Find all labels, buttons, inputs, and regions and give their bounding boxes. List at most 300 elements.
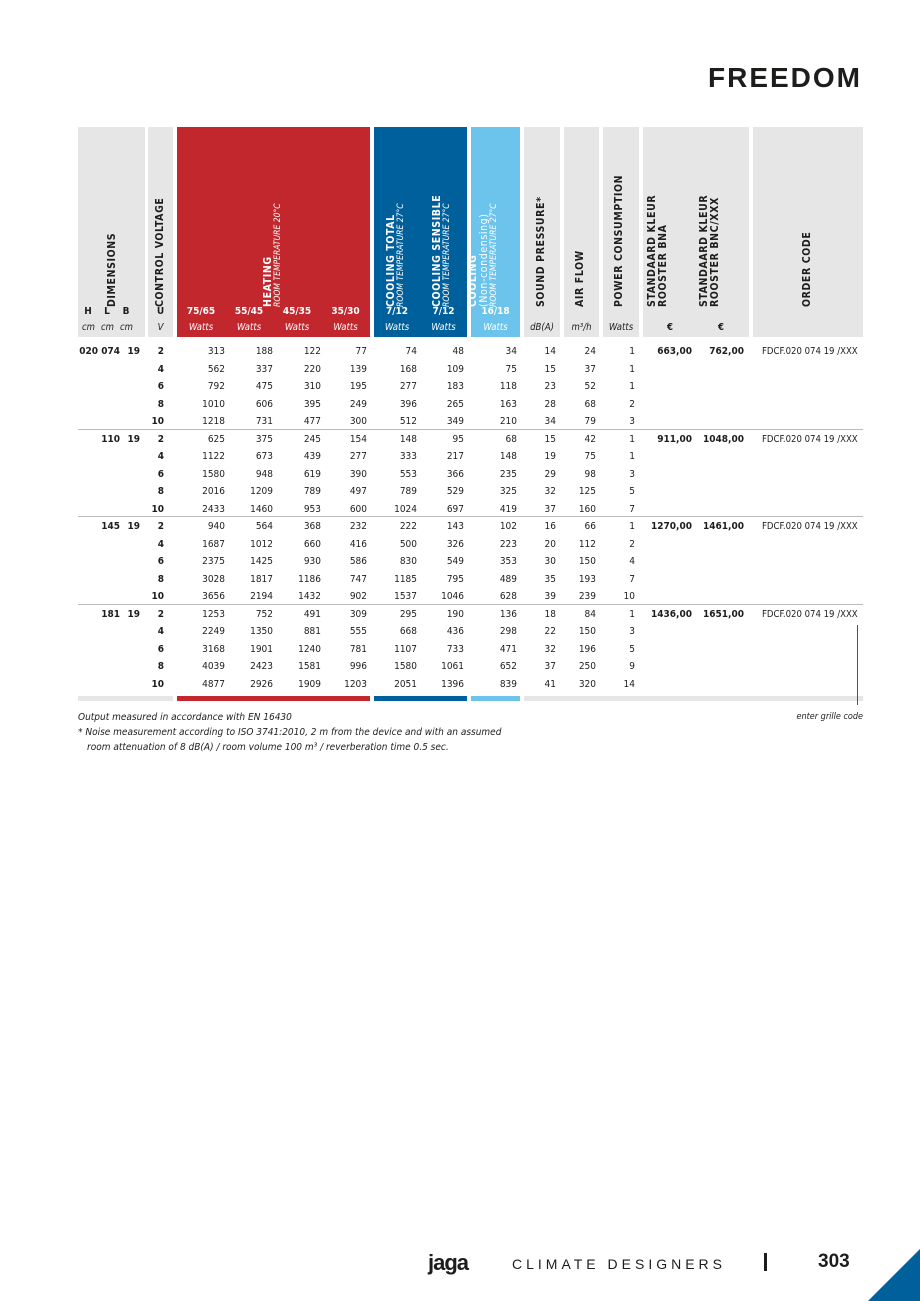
voltage-cell: 10 xyxy=(151,678,164,690)
value-cell: 75 xyxy=(505,363,517,375)
value-cell: 1901 xyxy=(250,643,273,655)
value-cell: 148 xyxy=(399,433,417,445)
value-cell: 190 xyxy=(446,608,464,620)
sound-header xyxy=(524,127,560,337)
value-cell: 23 xyxy=(544,381,556,392)
bottom-band xyxy=(374,696,467,701)
order-code: FDCF.020 074 19 /XXX xyxy=(762,346,858,357)
value-cell: 2194 xyxy=(250,591,273,602)
value-cell: 652 xyxy=(499,661,517,672)
bottom-band xyxy=(524,696,863,701)
page-number: 303 xyxy=(818,1251,850,1272)
unit-0: cm xyxy=(81,322,96,333)
value-cell: 75 xyxy=(584,451,596,462)
note-attenuation: room attenuation of 8 dB(A) / room volume 100 m³ / reverberation time 0.5 sec. xyxy=(87,742,449,753)
value-cell: 210 xyxy=(499,416,517,427)
value-cell: 625 xyxy=(207,433,225,445)
unit-9: Watts xyxy=(431,322,456,333)
group-separator xyxy=(78,516,863,517)
value-cell: 1350 xyxy=(250,626,273,637)
value-cell: 789 xyxy=(399,486,417,497)
value-cell: 196 xyxy=(578,643,596,655)
dim-l: 110 xyxy=(101,433,120,445)
voltage-cell: 4 xyxy=(157,626,164,637)
value-cell: 125 xyxy=(578,486,596,497)
voltage-cell: 4 xyxy=(157,538,164,550)
value-cell: 1 xyxy=(629,363,635,375)
price-bnc: 1461,00 xyxy=(703,521,744,532)
value-cell: 1425 xyxy=(250,556,273,567)
value-cell: 333 xyxy=(399,451,417,462)
value-cell: 881 xyxy=(303,626,321,637)
value-cell: 3168 xyxy=(202,643,225,655)
value-cell: 15 xyxy=(544,433,556,445)
value-cell: 4877 xyxy=(202,678,225,690)
price-bna: 911,00 xyxy=(657,433,692,445)
value-cell: 2433 xyxy=(202,503,225,515)
order-code-label: ORDER CODE xyxy=(800,231,813,307)
value-cell: 4 xyxy=(629,556,635,567)
price-bnc: 1048,00 xyxy=(703,433,744,445)
value-cell: 3656 xyxy=(202,591,225,602)
unit-14: € xyxy=(667,322,673,333)
value-cell: 34 xyxy=(505,346,517,357)
value-cell: 606 xyxy=(255,398,273,410)
cooling-sensible-sub: ROOM TEMPERATURE 27°C xyxy=(442,203,453,307)
voltage-cell: 4 xyxy=(157,363,164,375)
value-cell: 792 xyxy=(207,381,225,392)
value-cell: 148 xyxy=(499,451,517,462)
value-cell: 30 xyxy=(544,556,556,567)
dim-b: 19 xyxy=(127,521,140,532)
price-bna: 663,00 xyxy=(657,346,692,357)
value-cell: 298 xyxy=(499,626,517,637)
subheader-0: H xyxy=(84,306,92,317)
value-cell: 1 xyxy=(629,346,635,357)
value-cell: 150 xyxy=(578,556,596,567)
cooling-nc-sub: ROOM TEMPERATURE 27°C xyxy=(489,203,500,307)
subheader-10: 16/18 xyxy=(481,306,510,317)
unit-15: € xyxy=(718,322,724,333)
sound-label: SOUND PRESSURE* xyxy=(534,196,547,307)
value-cell: 1218 xyxy=(202,416,225,427)
value-cell: 41 xyxy=(544,678,556,690)
value-cell: 222 xyxy=(399,521,417,532)
value-cell: 32 xyxy=(544,486,556,497)
value-cell: 326 xyxy=(446,538,464,550)
voltage-cell: 10 xyxy=(151,503,164,515)
value-cell: 628 xyxy=(499,591,517,602)
grille-code-note: enter grille code xyxy=(796,712,863,722)
value-cell: 3028 xyxy=(202,573,225,585)
value-cell: 3 xyxy=(629,626,635,637)
voltage-cell: 8 xyxy=(157,661,164,672)
value-cell: 1046 xyxy=(441,591,464,602)
value-cell: 489 xyxy=(499,573,517,585)
airflow-header xyxy=(564,127,599,337)
unit-6: Watts xyxy=(284,322,310,333)
dim-l: 145 xyxy=(101,521,120,532)
unit-7: Watts xyxy=(333,322,358,333)
order-code: FDCF.020 074 19 /XXX xyxy=(762,608,858,620)
value-cell: 48 xyxy=(452,346,464,357)
value-cell: 34 xyxy=(544,416,556,427)
value-cell: 1024 xyxy=(394,503,417,515)
bna-label-1: STANDAARD KLEUR xyxy=(645,194,658,307)
value-cell: 109 xyxy=(446,363,464,375)
dim-h: 020 xyxy=(79,346,98,357)
value-cell: 4039 xyxy=(202,661,225,672)
unit-5: Watts xyxy=(236,322,262,333)
value-cell: 249 xyxy=(349,398,367,410)
value-cell: 471 xyxy=(499,643,517,655)
value-cell: 1537 xyxy=(394,591,417,602)
value-cell: 349 xyxy=(446,416,464,427)
value-cell: 1209 xyxy=(250,486,273,497)
group-separator xyxy=(78,429,863,430)
value-cell: 586 xyxy=(349,556,367,567)
cooling-total-label: COOLING TOTAL xyxy=(385,214,398,307)
value-cell: 1061 xyxy=(441,661,464,672)
control-voltage-label: CONTROL VOLTAGE xyxy=(153,197,166,307)
voltage-cell: 6 xyxy=(157,643,164,655)
value-cell: 102 xyxy=(499,521,517,532)
value-cell: 477 xyxy=(303,416,321,427)
value-cell: 1107 xyxy=(394,643,417,655)
value-cell: 223 xyxy=(499,538,517,550)
voltage-cell: 4 xyxy=(157,451,164,462)
value-cell: 1396 xyxy=(441,678,464,690)
value-cell: 295 xyxy=(399,608,417,620)
cooling-nc-mid: (Non-condensing) xyxy=(478,213,491,307)
voltage-cell: 2 xyxy=(157,521,164,532)
price-bnc: 762,00 xyxy=(709,346,744,357)
value-cell: 22 xyxy=(544,626,556,637)
value-cell: 112 xyxy=(578,538,596,550)
value-cell: 2 xyxy=(629,538,635,550)
value-cell: 5 xyxy=(629,643,635,655)
value-cell: 35 xyxy=(544,573,556,585)
value-cell: 1 xyxy=(629,451,635,462)
value-cell: 416 xyxy=(349,538,367,550)
value-cell: 500 xyxy=(399,538,417,550)
value-cell: 1580 xyxy=(202,468,225,480)
value-cell: 549 xyxy=(446,556,464,567)
subheader-6: 45/35 xyxy=(282,306,312,317)
value-cell: 839 xyxy=(499,678,517,690)
cooling-nc-label: COOLING xyxy=(467,254,480,307)
value-cell: 168 xyxy=(399,363,417,375)
value-cell: 795 xyxy=(446,573,464,585)
voltage-cell: 6 xyxy=(157,381,164,392)
value-cell: 1817 xyxy=(250,573,273,585)
value-cell: 2926 xyxy=(250,678,273,690)
value-cell: 375 xyxy=(255,433,273,445)
subheader-3: U xyxy=(156,306,165,317)
power-header xyxy=(603,127,639,337)
value-cell: 7 xyxy=(629,503,635,515)
value-cell: 239 xyxy=(578,591,596,602)
value-cell: 2051 xyxy=(394,678,417,690)
dimensions-label: DIMENSIONS xyxy=(105,232,118,307)
value-cell: 562 xyxy=(207,363,225,375)
voltage-cell: 6 xyxy=(157,556,164,567)
price-bnc: 1651,00 xyxy=(703,608,744,620)
value-cell: 235 xyxy=(499,468,517,480)
value-cell: 553 xyxy=(399,468,417,480)
value-cell: 512 xyxy=(399,416,417,427)
unit-1: cm xyxy=(100,322,115,333)
value-cell: 668 xyxy=(399,626,417,637)
value-cell: 195 xyxy=(349,381,367,392)
value-cell: 953 xyxy=(303,503,321,515)
value-cell: 368 xyxy=(303,521,321,532)
value-cell: 154 xyxy=(349,433,367,445)
value-cell: 37 xyxy=(584,363,596,375)
unit-10: Watts xyxy=(483,322,508,333)
value-cell: 265 xyxy=(446,398,464,410)
value-cell: 277 xyxy=(349,451,367,462)
value-cell: 150 xyxy=(578,626,596,637)
value-cell: 310 xyxy=(303,381,321,392)
value-cell: 353 xyxy=(499,556,517,567)
order-code: FDCF.020 074 19 /XXX xyxy=(762,521,858,532)
value-cell: 396 xyxy=(399,398,417,410)
value-cell: 15 xyxy=(544,363,556,375)
voltage-cell: 2 xyxy=(157,433,164,445)
airflow-label: AIR FLOW xyxy=(573,250,586,307)
order-code: FDCF.020 074 19 /XXX xyxy=(762,433,858,445)
dim-l: 181 xyxy=(101,608,120,620)
bna-label-2: ROOSTER BNA xyxy=(656,224,669,307)
unit-8: Watts xyxy=(384,322,410,333)
voltage-cell: 10 xyxy=(151,416,164,427)
value-cell: 42 xyxy=(584,433,596,445)
cooling-sensible-label: COOLING SENSIBLE xyxy=(431,194,444,307)
value-cell: 564 xyxy=(255,521,273,532)
subheader-7: 35/30 xyxy=(331,306,360,317)
value-cell: 24 xyxy=(584,346,596,357)
voltage-cell: 6 xyxy=(157,468,164,480)
value-cell: 16 xyxy=(544,521,556,532)
value-cell: 245 xyxy=(303,433,321,445)
subheader-2: B xyxy=(122,306,130,317)
value-cell: 143 xyxy=(446,521,464,532)
value-cell: 619 xyxy=(303,468,321,480)
value-cell: 28 xyxy=(544,398,556,410)
value-cell: 122 xyxy=(303,346,321,357)
value-cell: 250 xyxy=(578,661,596,672)
value-cell: 747 xyxy=(349,573,367,585)
value-cell: 1253 xyxy=(202,608,225,620)
value-cell: 491 xyxy=(303,608,321,620)
value-cell: 2016 xyxy=(202,486,225,497)
value-cell: 313 xyxy=(207,346,225,357)
value-cell: 781 xyxy=(349,643,367,655)
value-cell: 118 xyxy=(499,381,517,392)
value-cell: 193 xyxy=(578,573,596,585)
value-cell: 300 xyxy=(349,416,367,427)
dim-b: 19 xyxy=(127,433,140,445)
subheader-9: 7/12 xyxy=(432,306,455,317)
bnc-label-1: STANDAARD KLEUR xyxy=(697,194,710,307)
value-cell: 1203 xyxy=(344,678,367,690)
value-cell: 1 xyxy=(629,433,635,445)
value-cell: 232 xyxy=(349,521,367,532)
value-cell: 673 xyxy=(255,451,273,462)
value-cell: 79 xyxy=(584,416,596,427)
value-cell: 188 xyxy=(255,346,273,357)
value-cell: 217 xyxy=(446,451,464,462)
price-header xyxy=(643,127,749,337)
voltage-cell: 8 xyxy=(157,486,164,497)
value-cell: 84 xyxy=(584,608,596,620)
corner-triangle xyxy=(868,1249,920,1301)
unit-4: Watts xyxy=(188,322,214,333)
voltage-cell: 2 xyxy=(157,346,164,357)
subheader-8: 7/12 xyxy=(385,306,409,317)
value-cell: 7 xyxy=(629,573,635,585)
value-cell: 139 xyxy=(349,363,367,375)
voltage-cell: 2 xyxy=(157,608,164,620)
value-cell: 39 xyxy=(544,591,556,602)
voltage-cell: 8 xyxy=(157,573,164,585)
unit-3: V xyxy=(157,322,164,333)
value-cell: 1 xyxy=(629,521,635,532)
unit-11: dB(A) xyxy=(530,322,554,333)
value-cell: 14 xyxy=(544,346,556,357)
value-cell: 366 xyxy=(446,468,464,480)
value-cell: 3 xyxy=(629,416,635,427)
value-cell: 940 xyxy=(207,521,225,532)
value-cell: 2249 xyxy=(202,626,225,637)
value-cell: 1460 xyxy=(250,503,273,515)
value-cell: 37 xyxy=(544,661,556,672)
value-cell: 1581 xyxy=(298,661,321,672)
value-cell: 1012 xyxy=(250,538,273,550)
value-cell: 419 xyxy=(499,503,517,515)
grille-code-line xyxy=(857,625,858,705)
value-cell: 390 xyxy=(349,468,367,480)
value-cell: 902 xyxy=(349,591,367,602)
value-cell: 52 xyxy=(584,381,596,392)
unit-13: Watts xyxy=(608,322,634,333)
value-cell: 1687 xyxy=(202,538,225,550)
value-cell: 309 xyxy=(349,608,367,620)
value-cell: 320 xyxy=(578,678,596,690)
value-cell: 600 xyxy=(349,503,367,515)
price-bna: 1436,00 xyxy=(651,608,692,620)
value-cell: 1 xyxy=(629,381,635,392)
value-cell: 439 xyxy=(303,451,321,462)
value-cell: 98 xyxy=(584,468,596,480)
value-cell: 160 xyxy=(578,503,596,515)
value-cell: 68 xyxy=(505,433,517,445)
value-cell: 1186 xyxy=(298,573,321,585)
value-cell: 95 xyxy=(452,433,464,445)
value-cell: 183 xyxy=(446,381,464,392)
power-label: POWER CONSUMPTION xyxy=(612,174,625,307)
value-cell: 497 xyxy=(349,486,367,497)
value-cell: 136 xyxy=(499,608,517,620)
subheader-1: L xyxy=(104,306,110,317)
value-cell: 2 xyxy=(629,398,635,410)
value-cell: 74 xyxy=(405,346,417,357)
value-cell: 1432 xyxy=(298,591,321,602)
value-cell: 733 xyxy=(446,643,464,655)
heating-sub: ROOM TEMPERATURE 20°C xyxy=(273,203,284,307)
value-cell: 18 xyxy=(544,608,556,620)
value-cell: 697 xyxy=(446,503,464,515)
value-cell: 5 xyxy=(629,486,635,497)
dim-b: 19 xyxy=(127,608,140,620)
value-cell: 220 xyxy=(303,363,321,375)
value-cell: 752 xyxy=(255,608,273,620)
value-cell: 395 xyxy=(303,398,321,410)
value-cell: 1122 xyxy=(202,451,225,462)
note-en16430: Output measured in accordance with EN 16430 xyxy=(78,712,292,723)
bottom-band xyxy=(78,696,173,701)
value-cell: 277 xyxy=(399,381,417,392)
voltage-cell: 10 xyxy=(151,591,164,602)
dim-b: 19 xyxy=(127,346,140,357)
unit-12: m³/h xyxy=(571,322,592,333)
note-noise: * Noise measurement according to ISO 3741:2010, 2 m from the device and with an assumed xyxy=(78,727,502,738)
dim-l: 074 xyxy=(101,346,120,357)
value-cell: 948 xyxy=(255,468,273,480)
value-cell: 555 xyxy=(349,626,367,637)
bottom-band xyxy=(177,696,370,701)
unit-2: cm xyxy=(119,322,134,333)
value-cell: 1010 xyxy=(202,398,225,410)
heating-label: HEATING xyxy=(262,256,275,307)
value-cell: 436 xyxy=(446,626,464,637)
voltage-cell: 8 xyxy=(157,398,164,410)
value-cell: 996 xyxy=(349,661,367,672)
footer-divider xyxy=(764,1253,767,1271)
value-cell: 29 xyxy=(544,468,556,480)
value-cell: 475 xyxy=(255,381,273,392)
value-cell: 1 xyxy=(629,608,635,620)
value-cell: 529 xyxy=(446,486,464,497)
bottom-band xyxy=(471,696,520,701)
value-cell: 163 xyxy=(499,398,517,410)
value-cell: 66 xyxy=(584,521,596,532)
page-title: FREEDOM xyxy=(708,62,862,93)
value-cell: 731 xyxy=(255,416,273,427)
subheader-4: 75/65 xyxy=(186,306,216,317)
value-cell: 325 xyxy=(499,486,517,497)
value-cell: 37 xyxy=(544,503,556,515)
value-cell: 337 xyxy=(255,363,273,375)
value-cell: 1909 xyxy=(298,678,321,690)
value-cell: 789 xyxy=(303,486,321,497)
value-cell: 32 xyxy=(544,643,556,655)
value-cell: 660 xyxy=(303,538,321,550)
value-cell: 20 xyxy=(544,538,556,550)
bnc-label-2: ROOSTER BNC/XXX xyxy=(708,197,721,307)
value-cell: 930 xyxy=(303,556,321,567)
value-cell: 2375 xyxy=(202,556,225,567)
value-cell: 14 xyxy=(623,678,635,690)
value-cell: 3 xyxy=(629,468,635,480)
price-bna: 1270,00 xyxy=(651,521,692,532)
group-separator xyxy=(78,604,863,605)
value-cell: 830 xyxy=(399,556,417,567)
value-cell: 77 xyxy=(355,346,367,357)
value-cell: 1185 xyxy=(394,573,417,585)
value-cell: 10 xyxy=(623,591,635,602)
